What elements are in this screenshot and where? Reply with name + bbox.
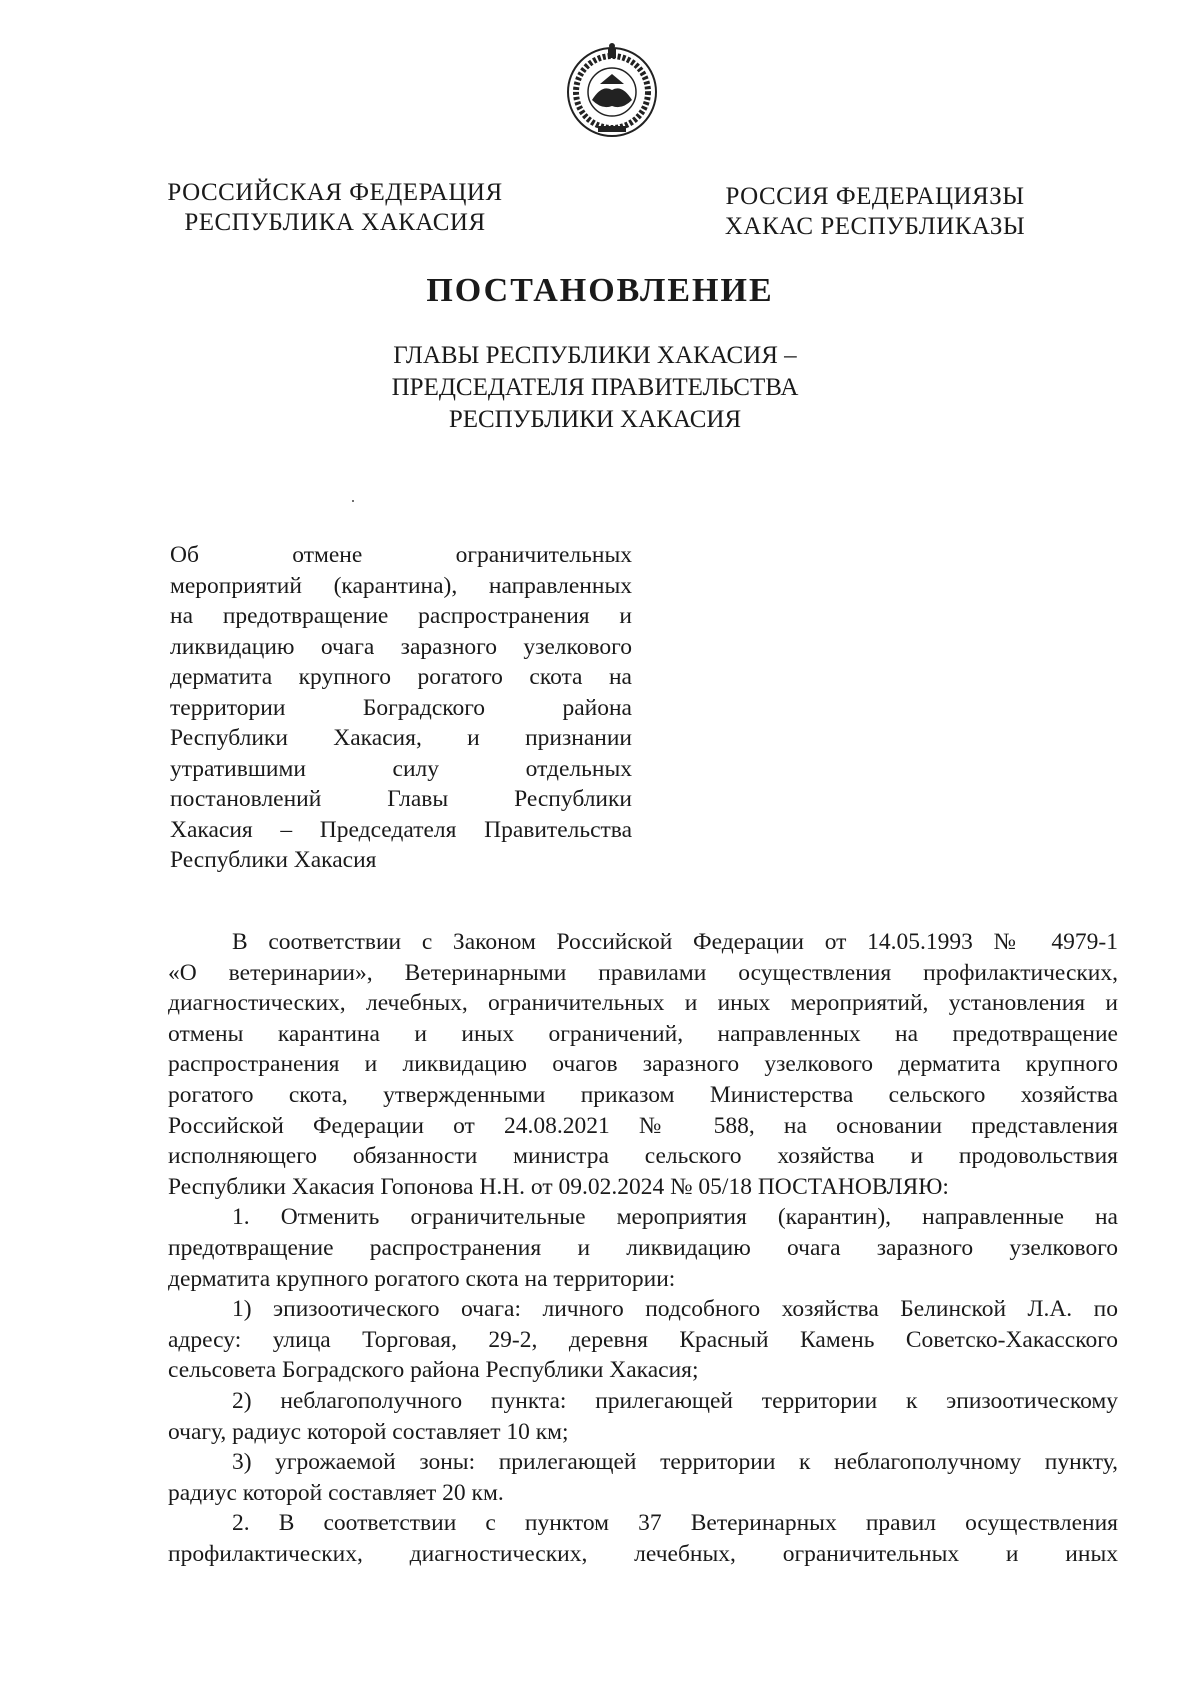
body-line: 3) угрожаемой зоны: прилегающей территории к неблагополучному пункту, [232, 1449, 1118, 1476]
subject-line: Об отмене ограничительных [170, 542, 632, 568]
body-line: очагу, радиус которой составляет 10 км; [168, 1418, 569, 1445]
body-line: рогатого скота, утвержденными приказом Министерства сельского хозяйства [168, 1081, 1118, 1108]
body-line: 1) эпизоотического очага: личного подсобного хозяйства Белинской Л.А. по [232, 1296, 1118, 1323]
subject-line: утратившими силу отдельных [170, 755, 632, 782]
subject-line: Хакасия – Председателя Правительства [170, 816, 632, 843]
header-right-line-2: ХАКАС РЕСПУБЛИКАЗЫ [724, 213, 1026, 240]
body-line: В соответствии с Законом Российской Федерации от 14.05.1993 № 4979-1 [232, 929, 1118, 955]
subtitle-line: РЕСПУБЛИКИ ХАКАСИЯ [448, 406, 742, 433]
document-subtitle [330, 340, 860, 436]
subject-line: Республики Хакасия [170, 847, 377, 873]
body-line: «О ветеринарии», Ветеринарными правилами осуществления профилактических, [168, 959, 1118, 986]
body-line: сельсовета Боградского района Республики Хакасия; [168, 1357, 699, 1384]
subject-line: ликвидацию очага заразного узелкового [170, 633, 632, 660]
body-line: радиус которой составляет 20 км. [168, 1479, 504, 1506]
coat-of-arms-icon [562, 40, 662, 140]
body-line: отмены карантина и иных ограничений, направленных на предотвращение [168, 1020, 1118, 1047]
body-line: распространения и ликвидацию очагов заразного узелкового дерматита крупного [168, 1051, 1118, 1078]
header-left [160, 178, 510, 238]
header-right-line-1: РОССИЯ ФЕДЕРАЦИЯЗЫ [725, 183, 1025, 210]
body-line: 2) неблагополучного пункта: прилегающей территории к эпизоотическому [232, 1387, 1118, 1414]
subject-line: территории Боградского района [170, 694, 632, 721]
document-title: ПОСТАНОВЛЕНИЕ [426, 272, 774, 309]
body-line: 2. В соответствии с пунктом 37 Ветеринарных правил осуществления [232, 1510, 1118, 1537]
header-left-line-1: РОССИЙСКАЯ ФЕДЕРАЦИЯ [167, 179, 503, 206]
stray-dot [352, 500, 354, 502]
body-line: профилактических, диагностических, лечебных, ограничительных и иных [168, 1540, 1118, 1567]
subject-line: Республики Хакасия, и признании [170, 725, 632, 751]
body-line: Республики Хакасия Гопонова Н.Н. от 09.02.2024 № 05/18 ПОСТАНОВЛЯЮ: [168, 1173, 949, 1200]
subject-line: на предотвращение распространения и [170, 603, 632, 629]
body-line: дерматита крупного рогатого скота на территории: [168, 1265, 676, 1292]
body-line: Российской Федерации от 24.08.2021 № 588, на основании представления [168, 1112, 1118, 1139]
subtitle-line: ГЛАВЫ РЕСПУБЛИКИ ХАКАСИЯ – [393, 342, 797, 369]
subject-line: мероприятий (карантина), направленных [170, 572, 632, 599]
subject-line: дерматита крупного рогатого скота на [170, 664, 632, 690]
subtitle-line: ПРЕДСЕДАТЕЛЯ ПРАВИТЕЛЬСТВА [391, 374, 799, 401]
body-line: исполняющего обязанности министра сельского хозяйства и продовольствия [168, 1143, 1118, 1170]
header-right [705, 182, 1045, 242]
body-line: предотвращение распространения и ликвидацию очага заразного узелкового [168, 1234, 1118, 1261]
subject-line: постановлений Главы Республики [170, 786, 632, 812]
header-left-line-2: РЕСПУБЛИКА ХАКАСИЯ [184, 209, 486, 236]
body-line: диагностических, лечебных, ограничительных и иных мероприятий, установления и [168, 990, 1118, 1017]
subject-block [170, 540, 632, 876]
body-line: 1. Отменить ограничительные мероприятия (карантин), направленные на [232, 1204, 1118, 1231]
body-line: адресу: улица Торговая, 29-2, деревня Красный Камень Советско-Хакасского [168, 1326, 1118, 1353]
body-text [168, 927, 1118, 1569]
